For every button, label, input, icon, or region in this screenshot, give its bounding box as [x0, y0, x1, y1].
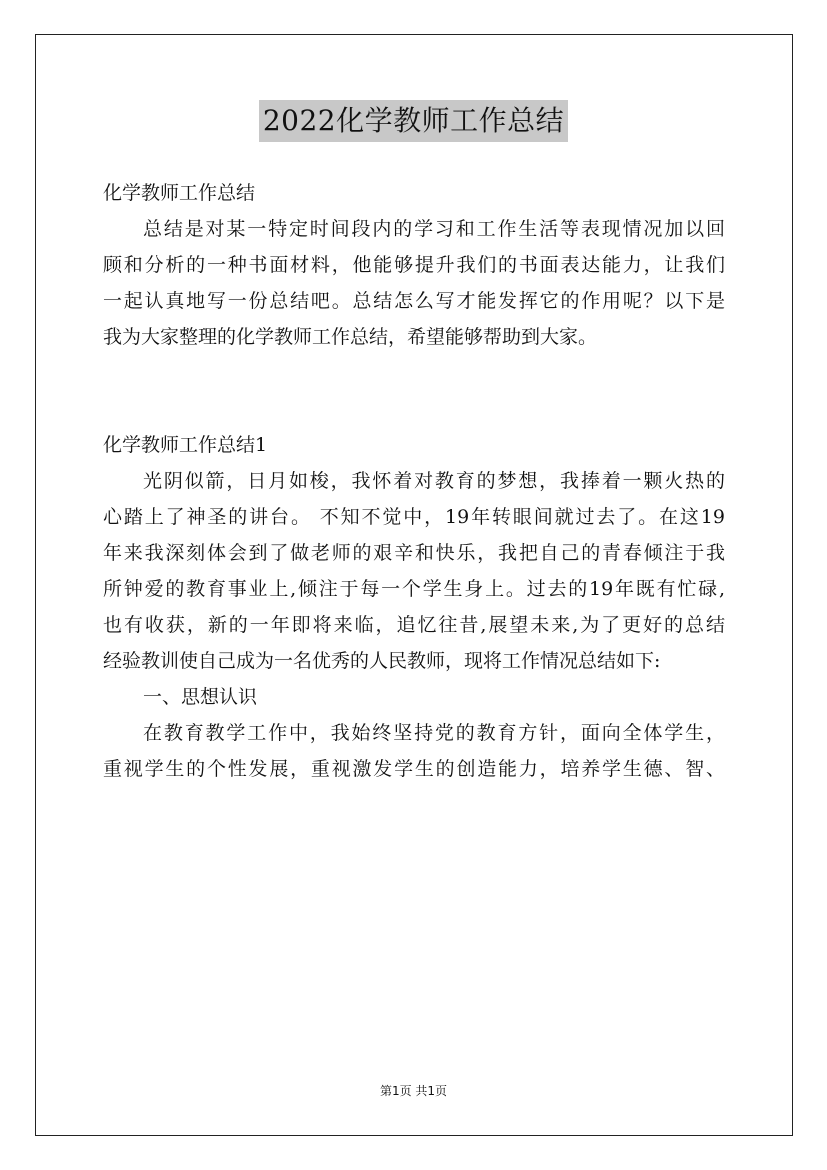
- para1-line: 心踏上了神圣的讲台。 不知不觉中，19年转眼间就过去了。在这19: [103, 506, 725, 528]
- heading-1: 化学教师工作总结: [103, 182, 256, 204]
- para1-line: 所钟爱的教育事业上,倾注于每一个学生身上。过去的19年既有忙碌,: [103, 578, 725, 600]
- section-heading: 一、思想认识: [143, 686, 258, 708]
- intro-line: 总结是对某一特定时间段内的学习和工作生活等表现情况加以回: [143, 218, 725, 240]
- document-title: 2022化学教师工作总结: [259, 100, 568, 142]
- para1-line: 光阴似箭，日月如梭，我怀着对教育的梦想，我捧着一颗火热的: [143, 470, 725, 492]
- intro-line: 我为大家整理的化学教师工作总结，希望能够帮助到大家。: [103, 326, 598, 348]
- document-body: [103, 175, 725, 787]
- para1-line: 年来我深刻体会到了做老师的艰辛和快乐，我把自己的青春倾注于我: [103, 542, 725, 564]
- para2-line: 在教育教学工作中，我始终坚持党的教育方针，面向全体学生，: [143, 722, 725, 744]
- paragraph-gap: [103, 355, 725, 427]
- intro-line: 顾和分析的一种书面材料，他能够提升我们的书面表达能力，让我们: [103, 254, 725, 276]
- para1-line: 也有收获，新的一年即将来临，追忆往昔,展望未来,为了更好的总结: [103, 614, 725, 636]
- intro-line: 一起认真地写一份总结吧。总结怎么写才能发挥它的作用呢？以下是: [103, 290, 725, 312]
- title-wrap: [0, 100, 827, 142]
- page-footer: 第1页 共1页: [379, 1084, 448, 1098]
- para1-line: 经验教训使自己成为一名优秀的人民教师，现将工作情况总结如下:: [103, 650, 661, 672]
- heading-2: 化学教师工作总结1: [103, 434, 268, 456]
- para2-line: 重视学生的个性发展，重视激发学生的创造能力，培养学生德、智、: [103, 758, 725, 780]
